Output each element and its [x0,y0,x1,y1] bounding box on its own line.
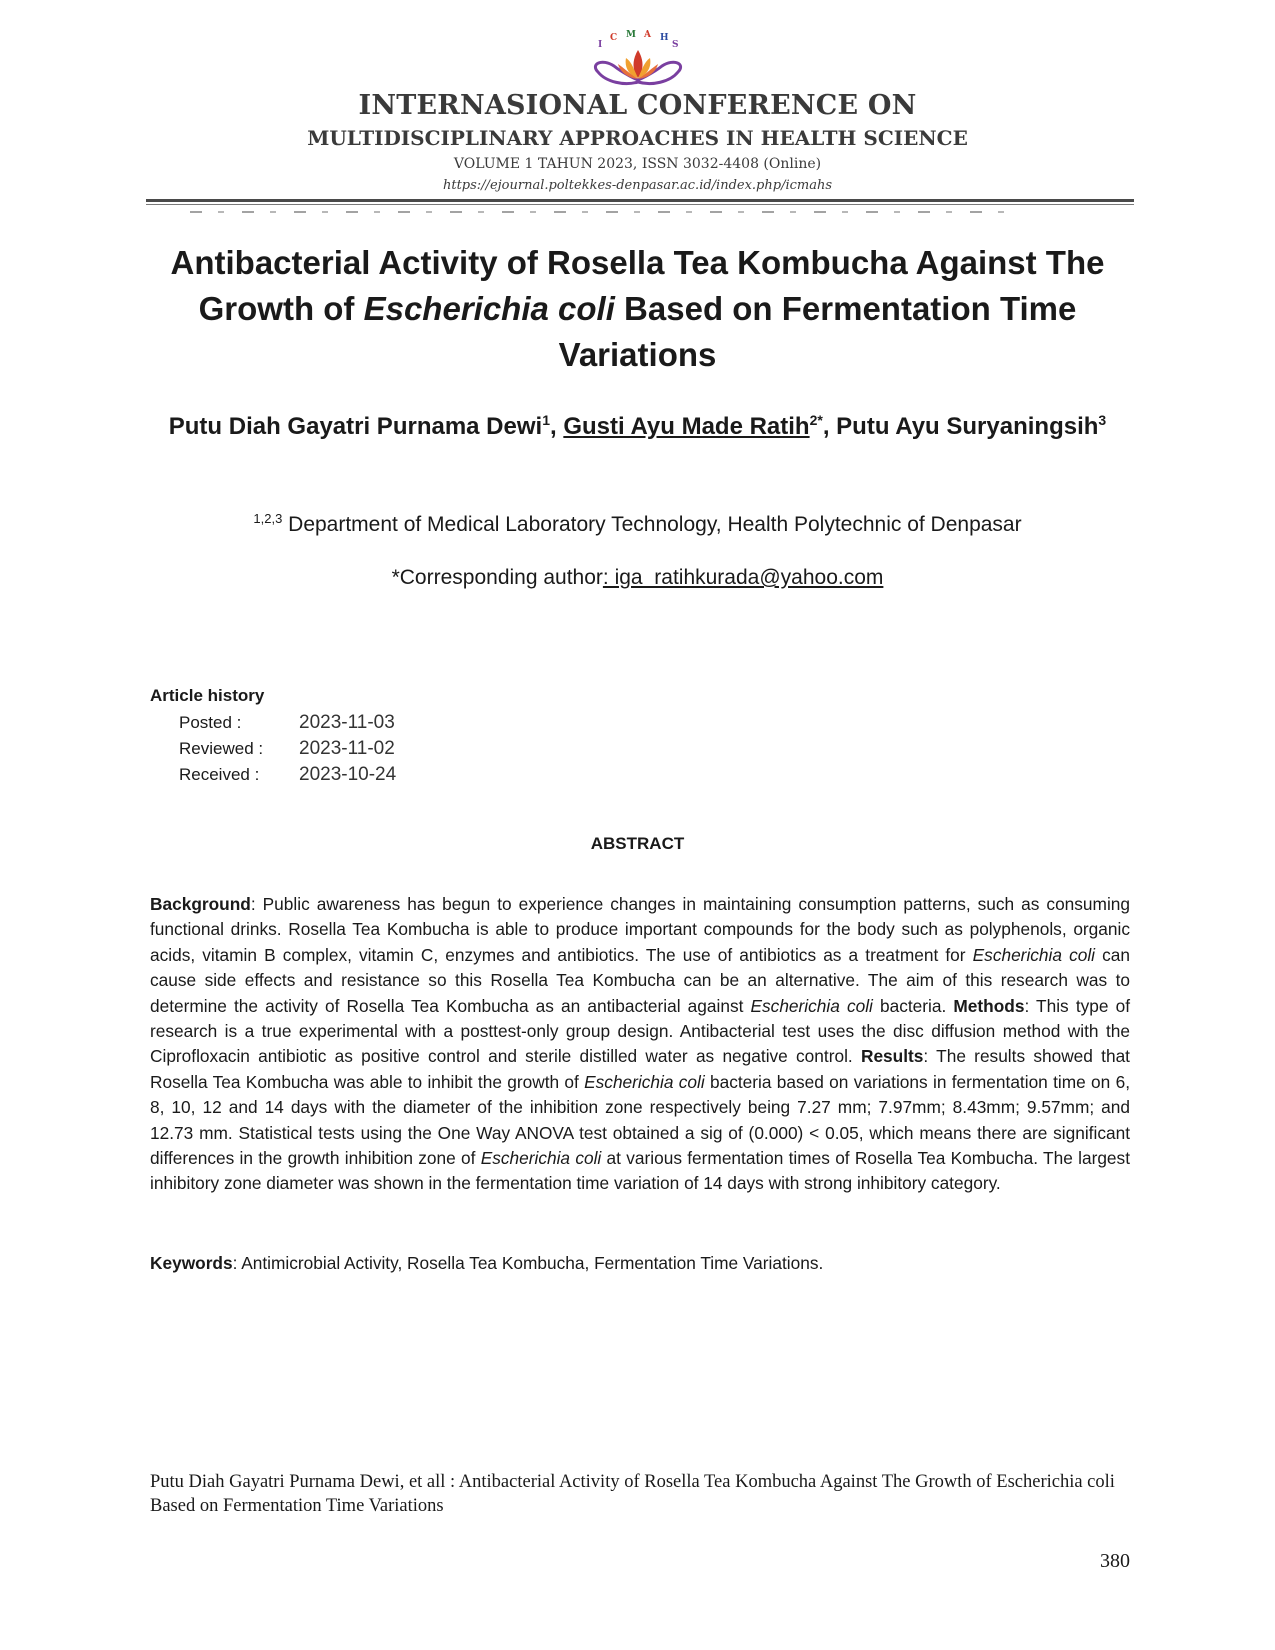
background-label: Background [150,894,251,914]
conference-title-line2: MULTIDISCIPLINARY APPROACHES IN HEALTH SCIENCE [307,126,968,150]
title-species: Escherichia coli [363,290,615,327]
species-name: Escherichia coli [584,1071,705,1092]
history-label: Posted : [179,713,242,732]
article-history-title: Article history [150,686,265,705]
results-label: Results [860,1046,924,1067]
abstract-text: : This type of research is a true experimental with a posttest-only group design. Antibacterial test uses the disc diffusion method with the Ciprofloxacin antibiotic as positive control and sterile distilled water as negative control. [150,995,1131,1067]
header-rule-faint [190,211,1010,213]
abstract-text: can cause side effects and resistance so this Rosella Tea Kombucha can be an alternative. The aim of this research was to determine the activity of Rosella Tea Kombucha as an antibacterial against [150,944,1131,1016]
lotus-icon [590,30,686,92]
history-date: 2023-11-03 [299,712,395,733]
keywords-label: Keywords [150,1253,233,1273]
abstract-heading: ABSTRACT [590,834,685,853]
abstract-text: at various fermentation times of Rosella Tea Kombucha. The largest inhibitory zone diameter was shown in the fermentation time variation of 14 days with strong inhibitory category. [150,1148,1130,1194]
affiliation [150,511,1125,537]
abstract-text: bacteria based on variations in fermentation time on 6, 8, 10, 12 and 14 days with the diameter of the inhibition zone respectively being 7.27 mm; 7.97mm; 8.43mm; 9.57mm; and 12.73 mm. Statistical tests using the One Way ANOVA test obtained a sig of (0.000) < 0.05, which means there are significant differences in the growth inhibition zone of [150,1071,1130,1169]
species-name: Escherichia coli [480,1148,602,1169]
paper-title [150,240,1125,378]
logo-letter: A [644,30,651,40]
logo-letter: C [610,33,618,43]
conference-title-line1: INTERNASIONAL CONFERENCE ON [358,90,917,121]
methods-label: Methods [953,995,1025,1016]
volume-info: VOLUME 1 TAHUN 2023, ISSN 3032-4408 (Online) [453,156,822,172]
conference-logo [590,30,686,92]
author-name: Putu Diah Gayatri Purnama Dewi [168,413,543,440]
keywords-text: : Antimicrobial Activity, Rosella Tea Kombucha, Fermentation Time Variations. [232,1253,824,1273]
footer-citation: Putu Diah Gayatri Purnama Dewi, et all : Antibacterial Activity of Rosella Tea Kombucha Against The Growth of Escherichia coli Based on Fermentation Time Variations [150,1472,1115,1516]
logo-letter: I [598,40,603,50]
species-name: Escherichia coli [750,995,873,1016]
author-separator: , [822,413,837,440]
abstract-text: : The results showed that Rosella Tea Kombucha was able to inhibit the growth of [150,1046,1130,1092]
logo-letter: H [660,33,669,43]
affiliation-mark: 1,2,3 [253,511,283,526]
history-label: Received : [179,765,260,784]
author-list [150,400,1125,454]
abstract-body [150,892,1130,1197]
author-affiliation-mark: 1 [542,412,550,428]
affiliation-text: Department of Medical Laboratory Technology, Health Polytechnic of Denpasar [282,513,1022,536]
species-name: Escherichia coli [972,944,1096,965]
logo-letter: S [672,40,679,50]
header-rule [146,199,1134,202]
abstract-text: : Public awareness has begun to experience changes in maintaining consumption patterns, such as consuming functional drinks. Rosella Tea Kombucha is able to produce important compounds for the body such as polyphenols, organic acids, vitamin B complex, vitamin C, enzymes and antibiotics. The use of antibiotics as a treatment for [150,894,1130,965]
history-row [179,738,395,760]
author-name: Putu Ayu Suryaningsih [836,413,1099,440]
page-number: 380 [1100,1550,1130,1572]
history-row [179,712,395,734]
author-affiliation-mark: 3 [1098,412,1107,428]
history-date: 2023-11-02 [299,738,395,759]
history-label: Reviewed : [179,739,264,758]
header-rule-thin [146,204,1134,205]
corresponding-author [150,566,1125,590]
corresponding-label: *Corresponding author [391,566,603,589]
history-row [179,764,396,786]
title-part2: Based on Fermentation Time Variations [558,290,1077,373]
author-separator: , [550,413,564,440]
corresponding-author-name: Gusti Ayu Made Ratih [563,413,810,440]
corresponding-email-link[interactable]: : iga_ratihkurada@yahoo.com [602,566,884,589]
journal-url: https://ejournal.poltekkes-denpasar.ac.id/index.php/icmahs [442,178,833,193]
logo-letter: M [626,30,636,40]
keywords [150,1253,1130,1274]
history-date: 2023-10-24 [299,764,397,785]
abstract-text: bacteria. [872,995,954,1016]
author-affiliation-mark: 2* [809,412,823,428]
title-part1: Antibacterial Activity of Rosella Tea Kombucha Against The Growth of [170,244,1105,327]
